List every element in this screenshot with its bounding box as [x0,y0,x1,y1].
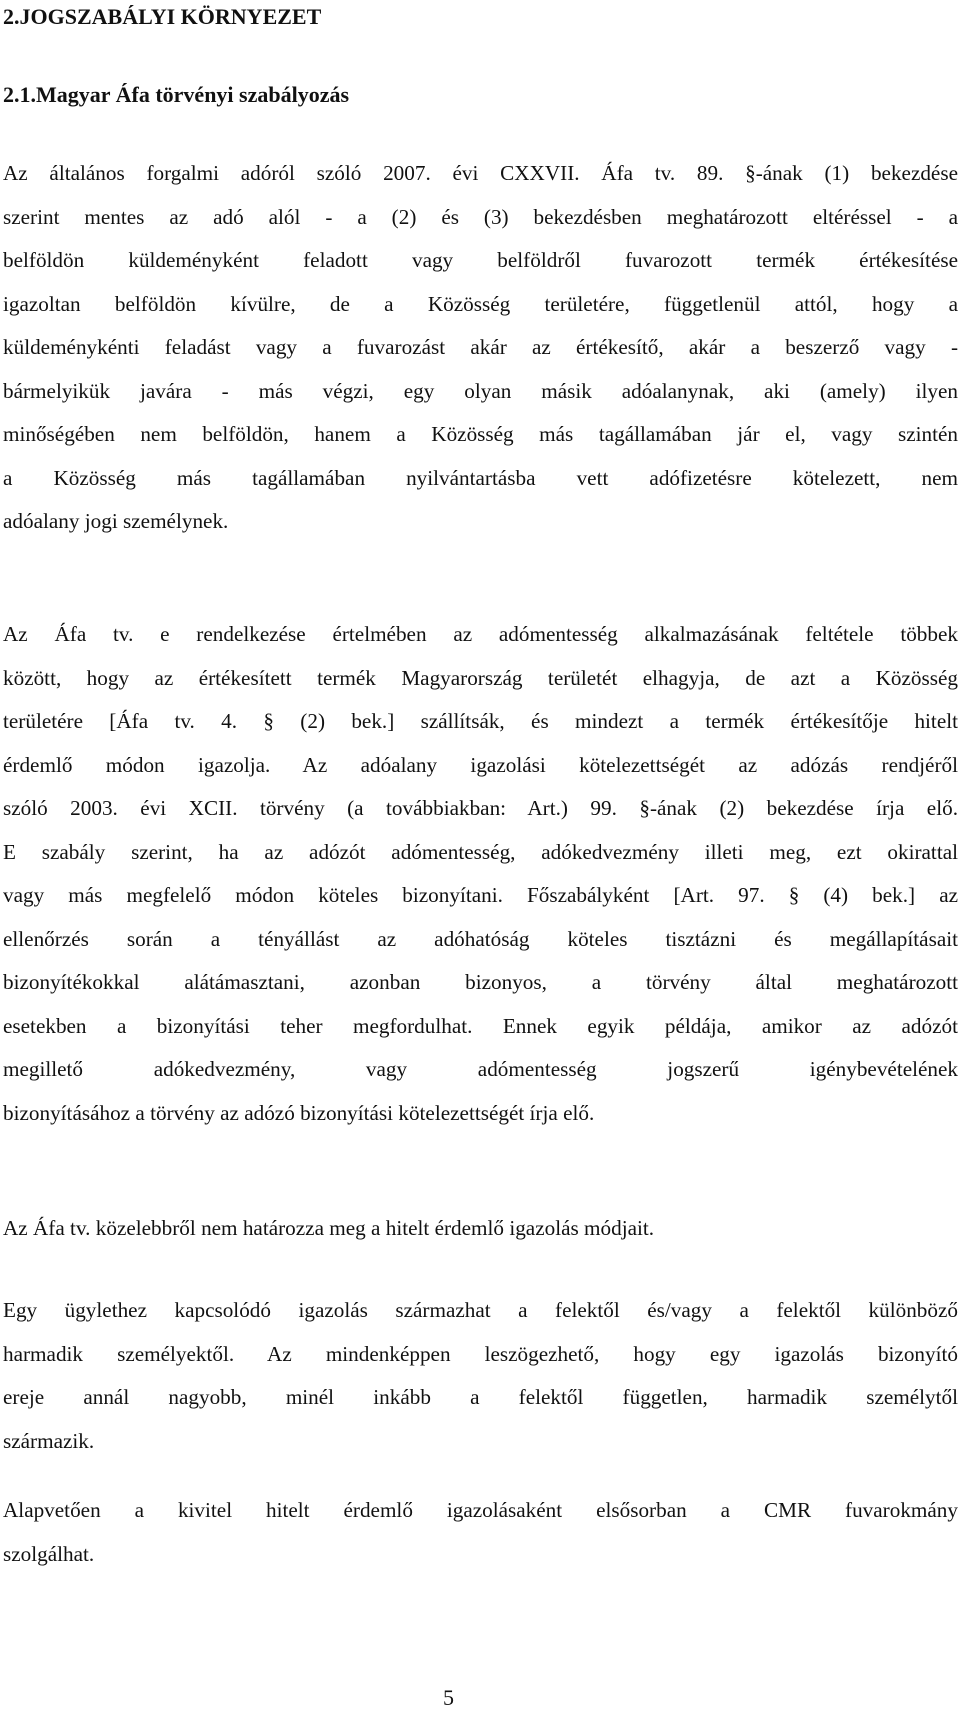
text-line: szolgálhat. [3,1541,95,1566]
text-line: vagy más megfelelő módon köteles bizonyítani. Főszabályként [Art. 97. § (4) bek.] az [3,883,958,907]
text-line: E szabály szerint, ha az adózót adómentesség, adókedvezmény illeti meg, ezt okirattal [3,839,958,864]
text-line: harmadik személyektől. Az mindenképpen leszögezhető, hogy egy igazolás bizonyító [3,1341,958,1366]
text-line: minőségében nem belföldön, hanem a Közösség más tagállamában jár el, vagy szintén [3,422,958,446]
text-line: ereje annál nagyobb, minél inkább a felektől független, harmadik személytől [3,1385,958,1409]
text-line: Az általános forgalmi adóról szóló 2007. évi CXXVII. Áfa tv. 89. §-ának (1) bekezdése [3,161,958,185]
text-line: küldeménykénti feladást vagy a fuvarozást akár az értékesítő, akár a beszerző vagy - [3,335,958,359]
paragraph-3 [3,1207,958,1251]
text-line: bizonyításához a törvény az adózó bizonyítási kötelezettségét írja elő. [3,1100,595,1125]
text-line: Az Áfa tv. közelebbről nem határozza meg a hitelt érdemlő igazolás módjait. [3,1216,655,1240]
paragraph-5 [3,1489,958,1576]
text-line: területére [Áfa tv. 4. § (2) bek.] szállítsák, és mindezt a termék értékesítője hitelt [3,709,958,733]
text-line: a Közösség más tagállamában nyilvántartásba vett adófizetésre kötelezett, nem [3,465,958,490]
paragraph-4 [3,1289,958,1463]
text-line: belföldön küldeményként feladott vagy belföldről fuvarozott termék értékesítése [3,248,958,272]
text-line: bármelyikük javára - más végzi, egy olyan másik adóalanynak, aki (amely) ilyen [3,378,958,403]
section-heading: 2.JOGSZABÁLYI KÖRNYEZET [3,4,322,29]
text-line: Alapvetően a kivitel hitelt érdemlő igazolásaként elsősorban a CMR fuvarokmány [3,1498,958,1522]
text-line: Az Áfa tv. e rendelkezése értelmében az adómentesség alkalmazásának feltétele többek [3,622,958,646]
text-line: között, hogy az értékesített termék Magyarország területét elhagyja, de azt a Közösség [3,665,958,690]
text-line: igazoltan belföldön kívülre, de a Közösség területére, függetlenül attól, hogy a [3,291,958,316]
page-number: 5 [443,1685,454,1710]
text-line: esetekben a bizonyítási teher megfordulhat. Ennek egyik példája, amikor az adózót [3,1013,958,1038]
text-line: származik. [3,1428,95,1453]
text-line: szóló 2003. évi XCII. törvény (a továbbiakban: Art.) 99. §-ának (2) bekezdése írja elő. [3,796,958,820]
text-line: szerint mentes az adó alól - a (2) és (3) bekezdésben meghatározott eltéréssel - a [3,204,958,229]
paragraph-2 [3,613,958,1135]
text-line: érdemlő módon igazolja. Az adóalany igazolási kötelezettségét az adózás rendjéről [3,752,958,777]
subsection-heading: 2.1.Magyar Áfa törvényi szabályozás [3,82,350,107]
text-line: adóalany jogi személynek. [3,509,229,533]
paragraph-1 [3,152,958,544]
text-line: megillető adókedvezmény, vagy adómentesség jogszerű igénybevételének [3,1057,958,1081]
text-line: bizonyítékokkal alátámasztani, azonban bizonyos, a törvény által meghatározott [3,970,958,994]
text-line: Egy ügylethez kapcsolódó igazolás származhat a felektől és/vagy a felektől különböző [3,1298,958,1322]
text-line: ellenőrzés során a tényállást az adóhatóság köteles tisztázni és megállapításait [3,926,958,951]
